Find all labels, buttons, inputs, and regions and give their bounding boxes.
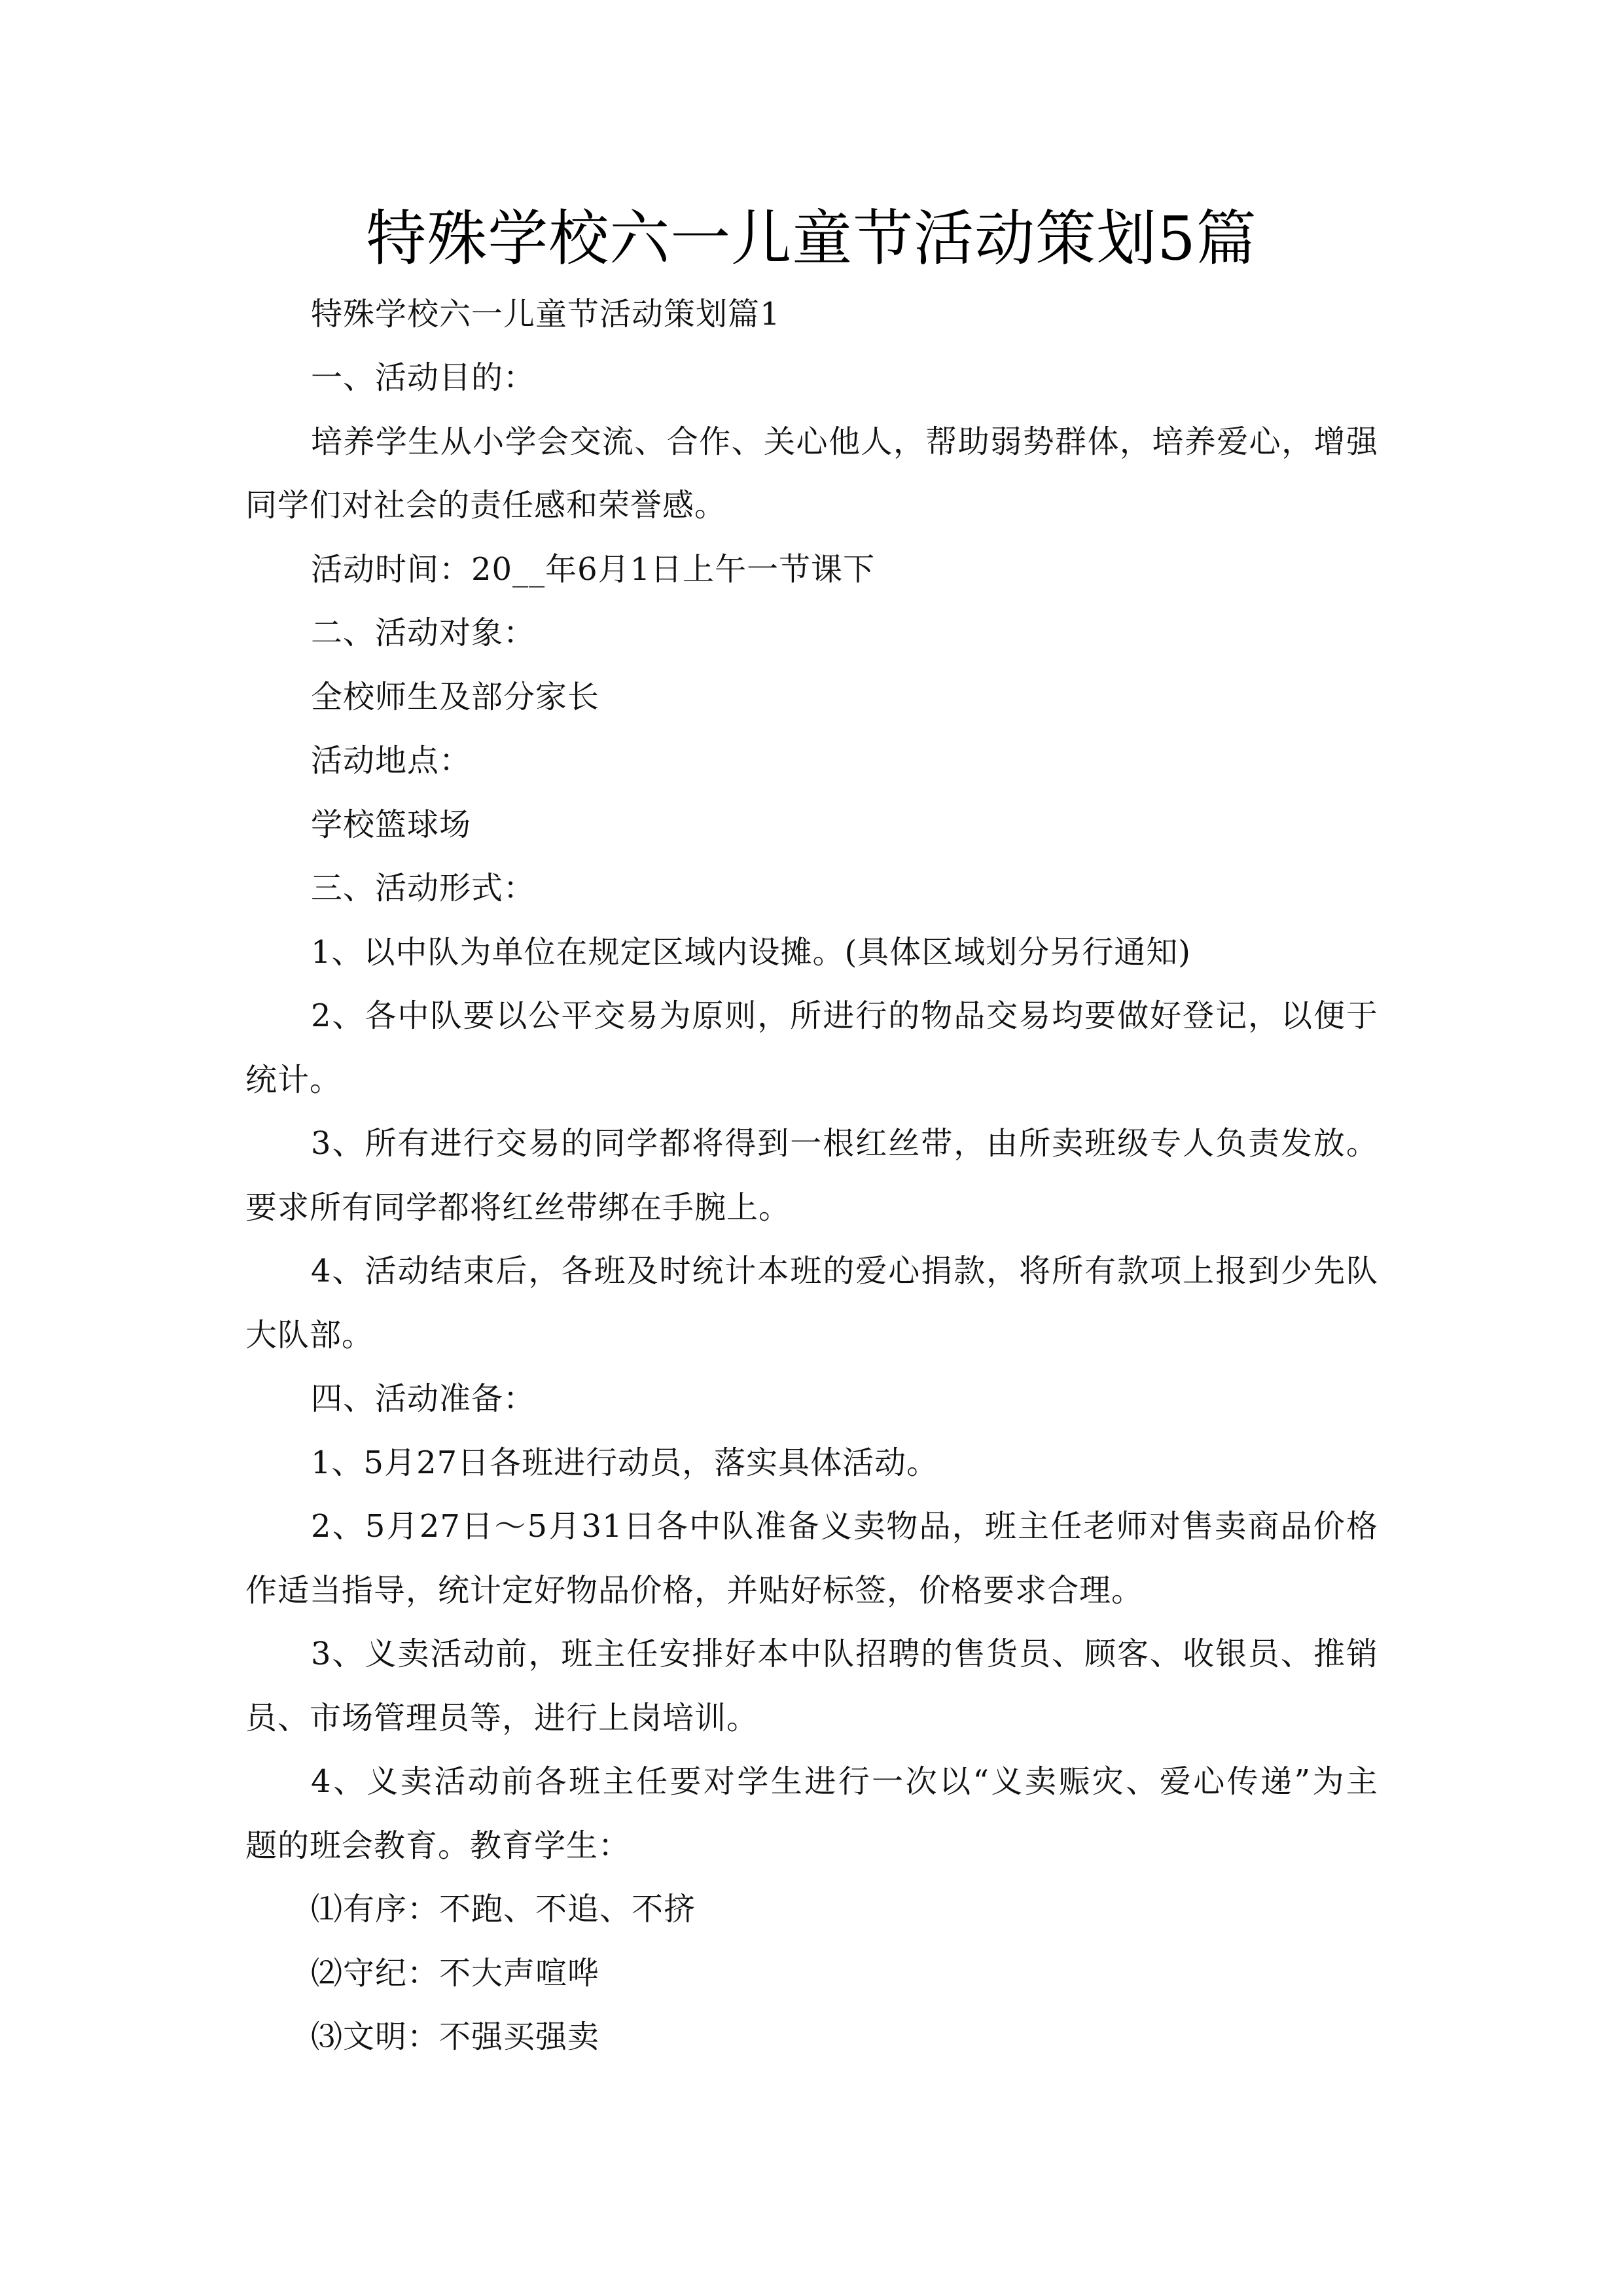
- paragraph-line: 二、活动对象：: [311, 615, 536, 651]
- paragraph-line: 4、活动结束后，各班及时统计本班的爱心捐款，将所有款项上报到少先队: [311, 1253, 1378, 1289]
- document-title: 特殊学校六一儿童节活动策划5篇: [366, 204, 1257, 274]
- paragraph-line: 培养学生从小学会交流、合作、关心他人，帮助弱势群体，培养爱心，增强: [311, 423, 1378, 460]
- paragraph-line: 学校篮球场: [311, 806, 472, 843]
- paragraph-line: 同学们对社会的责任感和荣誉感。: [245, 487, 727, 524]
- paragraph-line: 员、市场管理员等，进行上岗培训。: [245, 1700, 759, 1736]
- list-item: ⑴有序：不跑、不追、不挤: [311, 1891, 696, 1928]
- paragraph-line: 全校师生及部分家长: [311, 679, 600, 715]
- paragraph-line: 三、活动形式：: [311, 870, 536, 906]
- paragraph-line: 要求所有同学都将红丝带绑在手腕上。: [245, 1189, 791, 1226]
- paragraph-line: 活动地点：: [311, 742, 472, 779]
- paragraph-line: 题的班会教育。教育学生：: [245, 1827, 631, 1864]
- paragraph-line: 四、活动准备：: [311, 1380, 536, 1417]
- paragraph-line: 作适当指导，统计定好物品价格，并贴好标签，价格要求合理。: [245, 1572, 1144, 1609]
- paragraph-line: 一、活动目的：: [311, 359, 536, 396]
- paragraph-line: 3、所有进行交易的同学都将得到一根红丝带，由所卖班级专人负责发放。: [311, 1125, 1378, 1162]
- paragraph-line: 3、义卖活动前，班主任安排好本中队招聘的售货员、顾客、收银员、推销: [311, 1636, 1378, 1672]
- paragraph-line: 4、义卖活动前各班主任要对学生进行一次以“义卖赈灾、爱心传递”为主: [311, 1763, 1378, 1800]
- list-item: ⑵守纪：不大声喧哗: [311, 1955, 600, 1992]
- paragraph-line: 1、以中队为单位在规定区域内设摊。(具体区域划分另行通知): [311, 934, 1191, 971]
- paragraph-line: 统计。: [245, 1062, 342, 1098]
- paragraph-line: 活动时间：20__年6月1日上午一节课下: [311, 551, 876, 588]
- paragraph-line: 2、各中队要以公平交易为原则，所进行的物品交易均要做好登记，以便于: [311, 997, 1378, 1034]
- paragraph-line: 2、5月27日～5月31日各中队准备义卖物品，班主任老师对售卖商品价格: [311, 1508, 1378, 1545]
- paragraph-line: 大队部。: [245, 1317, 374, 1354]
- paragraph-line: 1、5月27日各班进行动员，落实具体活动。: [311, 1444, 939, 1481]
- section-heading: 特殊学校六一儿童节活动策划篇1: [311, 296, 781, 332]
- list-item: ⑶文明：不强买强卖: [311, 2018, 600, 2055]
